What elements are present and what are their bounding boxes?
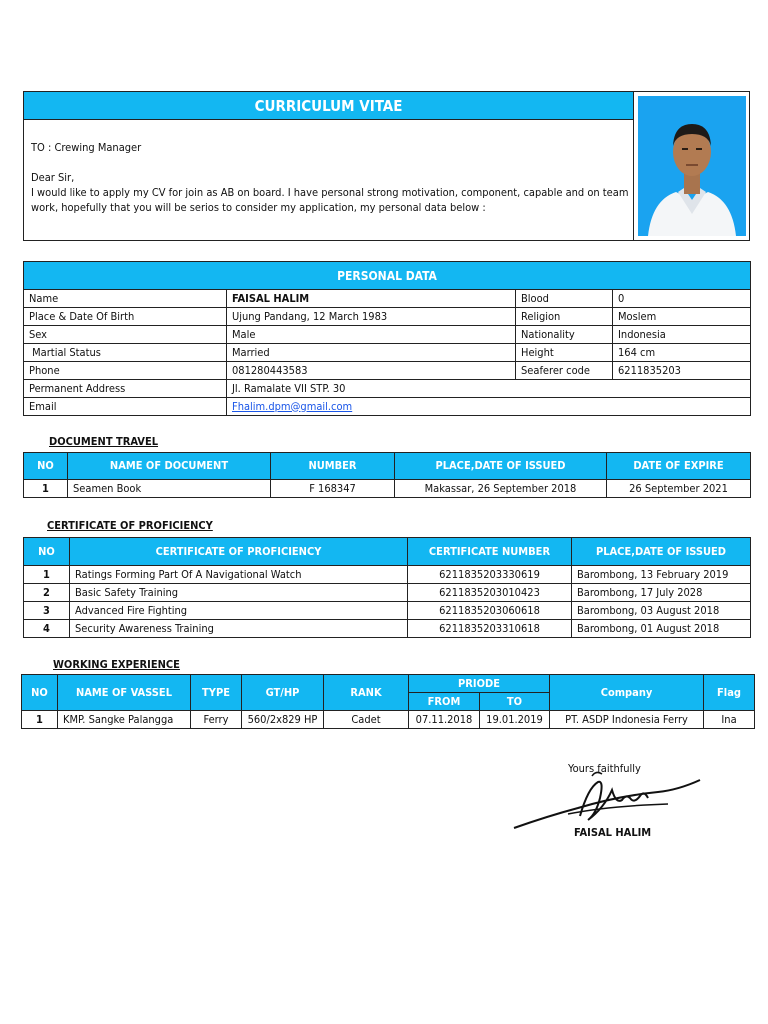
- cv-title: CURRICULUM VITAE: [24, 92, 633, 120]
- personal-data-table: [23, 261, 751, 416]
- exp-flag: Ina: [704, 711, 755, 729]
- height-label: Height: [516, 344, 613, 362]
- photo-frame: [633, 91, 750, 241]
- table-row: [22, 711, 755, 729]
- col-header: CERTIFICATE NUMBER: [408, 538, 572, 566]
- table-row: [24, 620, 751, 638]
- phone-value: 081280443583: [227, 362, 516, 380]
- certificate-label: CERTIFICATE OF PROFICIENCY: [47, 519, 213, 532]
- certificate-table: [23, 537, 751, 638]
- table-row: [24, 290, 751, 308]
- cert-name: Security Awareness Training: [70, 620, 408, 638]
- sex-label: Sex: [24, 326, 227, 344]
- col-header: NO: [24, 453, 68, 480]
- col-header: DATE OF EXPIRE: [607, 453, 751, 480]
- exp-no: 1: [22, 711, 58, 729]
- col-header-from: FROM: [409, 693, 480, 711]
- cert-issued: Barombong, 01 August 2018: [572, 620, 751, 638]
- signature-block: [508, 758, 718, 848]
- cert-name: Ratings Forming Part Of A Navigational Watch: [70, 566, 408, 584]
- phone-label: Phone: [24, 362, 227, 380]
- col-header-period: PRIODE: [409, 675, 550, 693]
- sex-value: Male: [227, 326, 516, 344]
- table-row: [24, 308, 751, 326]
- seafarer-code-label: Seaferer code: [516, 362, 613, 380]
- col-header: GT/HP: [242, 675, 324, 711]
- col-header: Flag: [704, 675, 755, 711]
- cert-number: 6211835203010423: [408, 584, 572, 602]
- col-header: NAME OF VASSEL: [58, 675, 191, 711]
- document-travel-table: [23, 452, 751, 498]
- cert-name: Advanced Fire Fighting: [70, 602, 408, 620]
- cover-letter: [31, 140, 629, 215]
- col-header: PLACE,DATE OF ISSUED: [395, 453, 607, 480]
- cert-number: 6211835203060618: [408, 602, 572, 620]
- table-row: [24, 380, 751, 398]
- table-row: [24, 362, 751, 380]
- letter-salutation: Dear Sir,: [31, 171, 75, 184]
- exp-gt: 560/2x829 HP: [242, 711, 324, 729]
- doc-no: 1: [24, 480, 68, 498]
- document-travel-label: DOCUMENT TRAVEL: [49, 435, 159, 448]
- cert-issued: Barombong, 03 August 2018: [572, 602, 751, 620]
- person-portrait-icon: [638, 96, 746, 236]
- cert-no: 3: [24, 602, 70, 620]
- cert-no: 4: [24, 620, 70, 638]
- col-header: NUMBER: [271, 453, 395, 480]
- blood-value: 0: [613, 290, 751, 308]
- letter-spacer: [31, 155, 629, 170]
- experience-table: [21, 674, 755, 729]
- blood-label: Blood: [516, 290, 613, 308]
- table-row: [24, 566, 751, 584]
- birth-value: Ujung Pandang, 12 March 1983: [227, 308, 516, 326]
- cert-number: 6211835203310618: [408, 620, 572, 638]
- profile-photo: [638, 96, 746, 236]
- table-row: [24, 344, 751, 362]
- exp-to: 19.01.2019: [480, 711, 550, 729]
- table-row: [24, 602, 751, 620]
- col-header: TYPE: [191, 675, 242, 711]
- letter-body: I would like to apply my CV for join as AB on board. I have personal strong motivation, component, capable and on team work, hopefully that you will be serios to consider my application, my personal data below :: [31, 186, 629, 214]
- signer-name: FAISAL HALIM: [574, 826, 652, 839]
- col-header: NO: [22, 675, 58, 711]
- cert-no: 1: [24, 566, 70, 584]
- exp-type: Ferry: [191, 711, 242, 729]
- col-header: Company: [550, 675, 704, 711]
- cert-number: 6211835203330619: [408, 566, 572, 584]
- col-header: PLACE,DATE OF ISSUED: [572, 538, 751, 566]
- personal-data-title: PERSONAL DATA: [24, 262, 751, 290]
- table-row: [24, 480, 751, 498]
- exp-rank: Cadet: [324, 711, 409, 729]
- cert-issued: Barombong, 17 July 2028: [572, 584, 751, 602]
- exp-vessel: KMP. Sangke Palangga: [58, 711, 191, 729]
- name-label: Name: [24, 290, 227, 308]
- address-value: Jl. Ramalate VII STP. 30: [227, 380, 751, 398]
- closing-text: Yours faithfully: [568, 762, 641, 775]
- email-link[interactable]: Fhalim.dpm@gmail.com: [232, 399, 353, 413]
- exp-from: 07.11.2018: [409, 711, 480, 729]
- doc-expire: 26 September 2021: [607, 480, 751, 498]
- marital-label: Martial Status: [24, 344, 227, 362]
- table-row: [24, 326, 751, 344]
- name-value: FAISAL HALIM: [227, 290, 516, 308]
- height-value: 164 cm: [613, 344, 751, 362]
- table-row: [24, 584, 751, 602]
- exp-company: PT. ASDP Indonesia Ferry: [550, 711, 704, 729]
- col-header: NAME OF DOCUMENT: [68, 453, 271, 480]
- religion-label: Religion: [516, 308, 613, 326]
- col-header: RANK: [324, 675, 409, 711]
- doc-issued: Makassar, 26 September 2018: [395, 480, 607, 498]
- cert-issued: Barombong, 13 February 2019: [572, 566, 751, 584]
- nationality-label: Nationality: [516, 326, 613, 344]
- experience-label: WORKING EXPERIENCE: [53, 658, 180, 671]
- marital-value: Married: [227, 344, 516, 362]
- col-header: NO: [24, 538, 70, 566]
- religion-value: Moslem: [613, 308, 751, 326]
- seafarer-code-value: 6211835203: [613, 362, 751, 380]
- cv-header-box: [23, 91, 634, 241]
- email-label: Email: [24, 398, 227, 416]
- letter-recipient: TO : Crewing Manager: [31, 141, 142, 154]
- doc-number: F 168347: [271, 480, 395, 498]
- col-header-to: TO: [480, 693, 550, 711]
- col-header: CERTIFICATE OF PROFICIENCY: [70, 538, 408, 566]
- cert-name: Basic Safety Training: [70, 584, 408, 602]
- doc-name: Seamen Book: [68, 480, 271, 498]
- cert-no: 2: [24, 584, 70, 602]
- address-label: Permanent Address: [24, 380, 227, 398]
- birth-label: Place & Date Of Birth: [24, 308, 227, 326]
- nationality-value: Indonesia: [613, 326, 751, 344]
- table-row: [24, 398, 751, 416]
